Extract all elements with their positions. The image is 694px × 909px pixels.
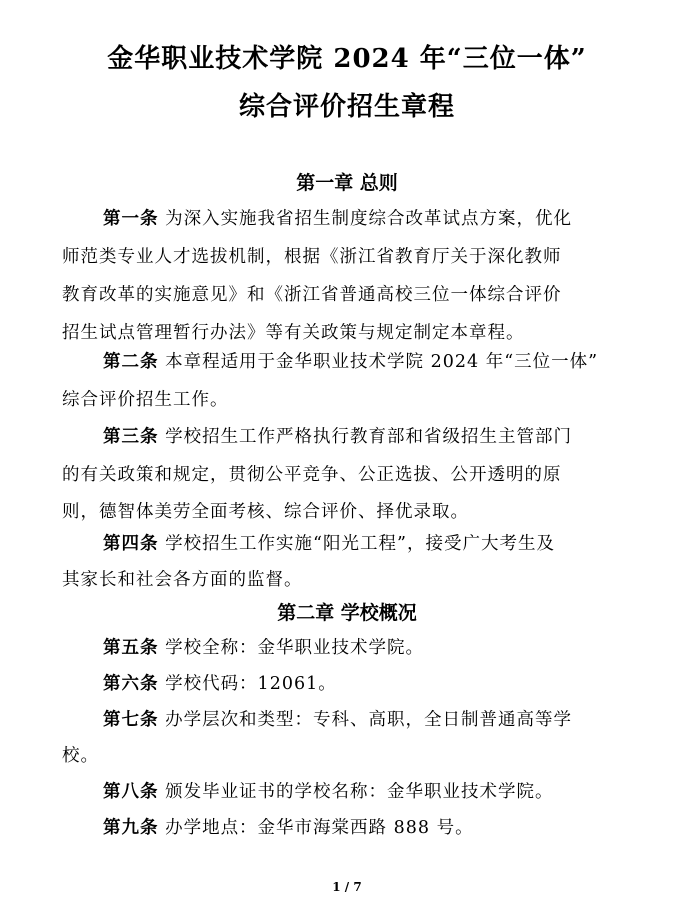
article-3-line-2: 的有关政策和规定，贯彻公平竞争、公正选拔、公开透明的原 xyxy=(62,465,562,485)
article-4-label: 第四条 xyxy=(103,534,159,554)
article-2-line-1 xyxy=(103,348,598,373)
article-4-line-2: 其家长和社会各方面的监督。 xyxy=(62,570,303,590)
chapter-2-heading: 第二章 学校概况 xyxy=(277,602,417,624)
article-8-line-1 xyxy=(103,778,554,803)
article-4-text-1: 学校招生工作实施“阳光工程”，接受广大考生及 xyxy=(158,534,555,554)
article-6-text-1: 学校代码：12061。 xyxy=(158,674,337,694)
article-9-label: 第九条 xyxy=(103,818,159,838)
article-3-label: 第三条 xyxy=(103,427,159,447)
article-1-label: 第一条 xyxy=(103,209,159,229)
article-2-text-1: 本章程适用于金华职业技术学院 2024 年“三位一体” xyxy=(158,352,599,372)
article-3-line-1 xyxy=(103,423,572,448)
page-number: 1 / 7 xyxy=(332,880,362,894)
article-5-text-1: 学校全称：金华职业技术学院。 xyxy=(158,638,425,658)
article-6-line-1 xyxy=(103,670,337,695)
article-7-line-2: 校。 xyxy=(62,746,99,766)
article-6-label: 第六条 xyxy=(103,674,159,694)
article-7-label: 第七条 xyxy=(103,710,159,730)
article-3-text-1: 学校招生工作严格执行教育部和省级招生主管部门 xyxy=(158,427,573,447)
chapter-1-heading: 第一章 总则 xyxy=(296,172,398,194)
article-5-line-1 xyxy=(103,634,424,659)
article-3-line-3: 则，德智体美劳全面考核、综合评价、择优录取。 xyxy=(62,502,469,522)
article-7-line-1 xyxy=(103,706,572,731)
document-title-line-1: 金华职业技术学院 2024 年“三位一体” xyxy=(107,44,587,74)
article-8-text-1: 颁发毕业证书的学校名称：金华职业技术学院。 xyxy=(158,782,554,802)
article-9-text-1: 办学地点：金华市海棠西路 888 号。 xyxy=(158,818,474,838)
article-2-line-2: 综合评价招生工作。 xyxy=(62,390,229,410)
article-1-line-3: 教育改革的实施意见》和《浙江省普通高校三位一体综合评价 xyxy=(62,285,562,305)
article-4-line-1 xyxy=(103,530,555,555)
article-1-line-1 xyxy=(103,205,572,230)
article-7-text-1: 办学层次和类型：专科、高职，全日制普通高等学 xyxy=(158,710,573,730)
article-1-line-4: 招生试点管理暂行办法》等有关政策与规定制定本章程。 xyxy=(62,323,525,343)
article-8-label: 第八条 xyxy=(103,782,159,802)
article-1-text-1: 为深入实施我省招生制度综合改革试点方案，优化 xyxy=(158,209,573,229)
document-title-line-2: 综合评价招生章程 xyxy=(238,92,455,122)
article-9-line-1 xyxy=(103,814,474,839)
article-1-line-2: 师范类专业人才选拔机制，根据《浙江省教育厅关于深化教师 xyxy=(62,247,562,267)
article-2-label: 第二条 xyxy=(103,352,159,372)
article-5-label: 第五条 xyxy=(103,638,159,658)
